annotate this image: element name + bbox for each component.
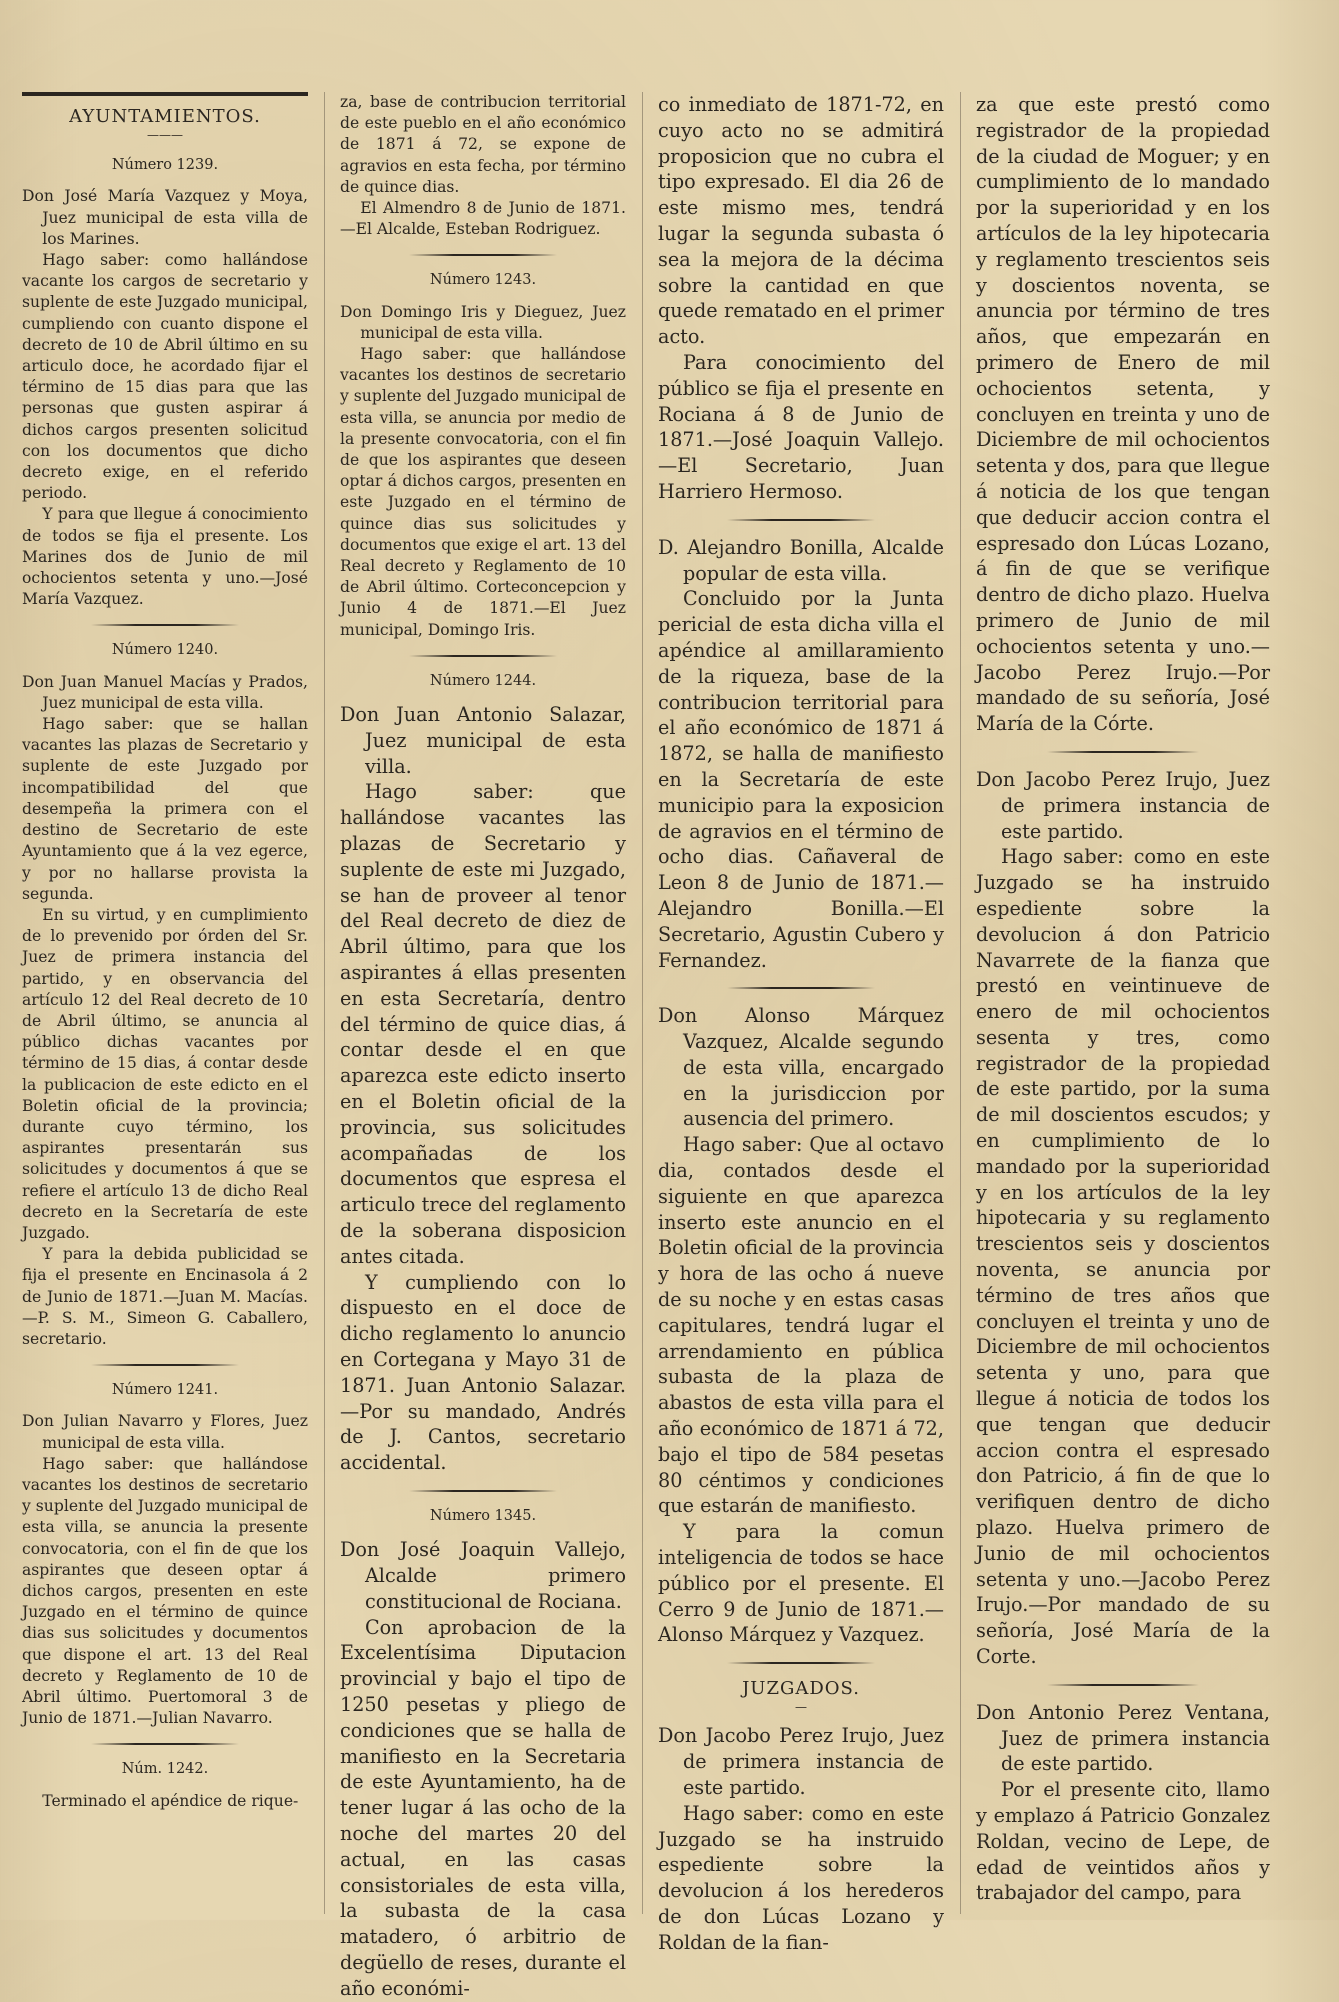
column-rule [960, 92, 961, 1914]
notice-paragraph: Por el presente cito, llamo y emplazo á Patricio Gonzalez Roldan, vecino de Lepe, de edad de veintidos años y trabajador del campo, para [976, 1778, 1270, 1905]
section-title-juzgados: JUZGADOS. [742, 1678, 860, 1700]
notice-heading: Don Antonio Perez Ventana, Juez de primera instancia de este partido. [976, 1700, 1270, 1776]
notice-paragraph: Hago saber: como en este Juzgado se ha instruido espediente sobre la devolucion á don Patricio Navarrete de la fianza que prestó en veintinueve de enero de mil ochocientos sesenta y tres, como registrador de la propiedad de este partido, por la suma de mil doscientos escudos; y en cumplimiento de lo mandado por la superioridad y en los artículos de la ley hipotecaria y su reglamento trescientos seis y doscientos noventa, se anuncia por término de tres años que concluyen el treinta y uno de Diciembre de mil ochocientos setenta y uno, para que llegue á noticia de todos los que tengan que deducir accion contra el espresado don Patricio, á fin de que lo verifiquen dentro de dicho plazo. Huelva primero de Junio de mil ochocientos setenta y uno.—Jacobo Perez Irujo.—Por mandado de su señoría, José María de la Corte. [976, 845, 1270, 1669]
notice-heading: Don Julian Navarro y Flores, Juez municipal de esta villa. [22, 1412, 308, 1452]
notice-heading: Don José Joaquin Vallejo, Alcalde primero constitucional de Rociana. [340, 1538, 626, 1613]
notice-heading: Don Alonso Márquez Vazquez, Alcalde segundo de esta villa, encargado en la jurisdiccion por ausencia del primero. [658, 1004, 944, 1131]
notice-number: Número 1244. [429, 672, 537, 689]
column-rule [642, 92, 643, 1914]
notice-paragraph: za que este prestó como registrador de la propiedad de la ciudad de Moguer; y en cumplimiento de lo mandado por la superioridad y en los artículos de la ley hipotecaria y reglamento trescientos seis y doscientos noventa, se anuncia por término de tres años, que empezarán en primero de Enero de mil ochocientos setenta, y concluyen en treinta y uno de Diciembre de mil ochocientos setenta y dos, para que llegue á noticia de los que tengan que deducir accion contra el espresado don Lúcas Lozano, á fin de que se verifique dentro de dicho plazo. Huelva primero de Junio de mil ochocientos setenta y uno.—Jacobo Perez Irujo.—Por mandado de su señoría, José María de la Córte. [976, 93, 1270, 736]
notice-paragraph: Y para la debida publicidad se fija el presente en Encinasola á 2 de Junio de 1871.—Juan M. Macías.—P. S. M., Simeon G. Caballero, secretario. [22, 1245, 308, 1348]
notice-paragraph: Hago saber: que se hallan vacantes las plazas de Secretario y suplente de este Juzgado por incompatibilidad del que desempeña la primera con el destino de Secretario de este Ayuntamiento que á la vez egerce, y por no hallarse provista la segunda. [22, 715, 308, 903]
notice-paragraph: Y para que llegue á conocimiento de todos se fija el presente. Los Marines dos de Junio de mil ochocientos setenta y uno.—José María Vazquez. [22, 505, 308, 609]
column-2 [340, 92, 626, 2000]
notice-paragraph: Terminado el apéndice de rique- [42, 1791, 299, 1810]
notice-heading: Don Juan Antonio Salazar, Juez municipal de esta villa. [340, 703, 626, 778]
column-rule [324, 92, 325, 1914]
separator-rule [1047, 1684, 1200, 1686]
newspaper-page [22, 92, 1322, 2000]
notice-paragraph: co inmediato de 1871-72, en cuyo acto no se admitirá proposicion que no cubra el tipo expresado. El dia 26 de este mismo mes, tendrá lugar la segunda subasta ó sea la mejora de la décima sobre la cantidad en que quede rematado en el primer acto. [658, 93, 944, 349]
notice-paragraph: Concluido por la Junta pericial de esta dicha villa el apéndice al amillaramiento de la riqueza, base de la contribucion territorial para el año económico de 1871 á 1872, se halla de manifiesto en la Secretaría de este municipio para la exposicion de agravios en el término de ocho dias. Cañaveral de Leon 8 de Junio de 1871.—Alejandro Bonilla.—El Secretario, Agustin Cubero y Fernandez. [658, 587, 944, 972]
separator-rule [91, 1364, 240, 1366]
column-1 [22, 92, 308, 1914]
notice-signature: El Almendro 8 de Junio de 1871.—El Alcalde, Esteban Rodriguez. [340, 199, 626, 239]
notice-paragraph: Hago saber: que hallándose vacantes los destinos de secretario y suplente del Juzgado municipal de esta villa, se anuncia la presente convocatoria, con el fin de que los aspirantes que deseen optar á dichos cargos, presenten en este Juzgado en el término de quince dias sus solicitudes y documentos que dispone el art. 13 del Real decreto y Reglamento de 10 de Abril último. Puertomoral 3 de Junio de 1871.—Julian Navarro. [22, 1454, 308, 1728]
notice-paragraph: Con aprobacion de la Excelentísima Diputacion provincial y bajo el tipo de 1250 pesetas y pliego de condiciones que se halla de manifiesto en la Secretaria de este Ayuntamiento, ha de tener lugar á las ocho de la noche del martes 20 del actual, en las casas consistoriales de esta villa, la subasta de la casa matadero, ó arbitrio de degüello de reses, durante el año económi- [340, 1615, 626, 2000]
separator-rule [91, 624, 240, 626]
notice-number: Núm. 1242. [121, 1761, 209, 1778]
notice-paragraph: Hago saber: que hallándose vacantes las plazas de Secretario y suplente de este mi Juzgado, se han de proveer al tenor del Real decreto de diez de Abril último, para que los aspirantes á ellas presenten en esta Secretaría, dentro del término de quice dias, á contar desde el en que aparezca este edicto inserto en el Boletin oficial de la provincia, sus solicitudes acompañadas de los documentos que espresa el articulo trece del reglamento de la soberana disposicion antes citada. [340, 780, 626, 1268]
section-dash: ——— [147, 128, 183, 143]
notice-heading: Don Juan Manuel Macías y Prados, Juez municipal de esta villa. [22, 672, 308, 712]
notice-number: Número 1345. [429, 1507, 537, 1524]
notice-paragraph: Y para la comun inteligencia de todos se hace público por el presente. El Cerro 9 de Junio de 1871.—Alonso Márquez y Vazquez. [658, 1520, 944, 1647]
separator-rule [1047, 751, 1200, 753]
separator-rule [727, 1662, 876, 1664]
notice-paragraph: Para conocimiento del público se fija el presente en Rociana á 8 de Junio de 1871.—José Joaquin Vallejo.—El Secretario, Juan Harriero Hermoso. [658, 350, 944, 503]
notice-number: Número 1239. [111, 157, 219, 174]
section-dash: — [795, 1700, 807, 1715]
notice-paragraph: Hago saber: Que al octavo dia, contados desde el siguiente en que aparezca inserto este anuncio en el Boletin oficial de la provincia y hora de las ocho á nueve de su noche y en estas casas capitulares, tendrá lugar el arrendamiento en pública subasta de la plaza de abastos de esta villa para el año económico de 1871 á 72, bajo el tipo de 584 pesetas 80 céntimos y condiciones que estarán de manifiesto. [658, 1133, 944, 1518]
notice-heading: Don Domingo Iris y Dieguez, Juez municipal de esta villa. [340, 302, 626, 342]
top-rule [22, 92, 308, 96]
notice-heading: Don Jacobo Perez Irujo, Juez de primera instancia de este partido. [658, 1724, 944, 1800]
notice-paragraph: Hago saber: como hallándose vacante los cargos de secretario y suplente de este Juzgado municipal, cumpliendo con cuanto dispone el decreto de 10 de Abril último en su articulo doce, he acordado fijar el término de 15 dias para que las personas que gusten aspirar á dichos cargos presenten solicitud con los documentos que dicho decreto exige, en el referido periodo. [22, 251, 308, 503]
column-3 [658, 92, 944, 1954]
column-4 [976, 92, 1270, 1914]
separator-rule [727, 987, 876, 989]
notice-paragraph: za, base de contribucion territorial de este pueblo en el año económico de 1871 á 72, se expone de agravios en esta fecha, por término de quince dias. [340, 93, 626, 196]
notice-number: Número 1243. [429, 272, 537, 289]
notice-number: Número 1240. [111, 642, 219, 659]
notice-paragraph: Hago saber: como en este Juzgado se ha instruido espediente sobre la devolucion á los herederos de don Lúcas Lozano y Roldan de la fian- [658, 1801, 944, 1954]
separator-rule [91, 1743, 240, 1745]
section-title-ayuntamientos: AYUNTAMIENTOS. [69, 106, 261, 127]
notice-paragraph: Y cumpliendo con lo dispuesto en el doce de dicho reglamento lo anuncio en Cortegana y Mayo 31 de 1871. Juan Antonio Salazar.—Por su mandado, Andrés de J. Cantos, secretario accidental. [340, 1270, 626, 1475]
notice-heading: Don Jacobo Perez Irujo, Juez de primera instancia de este partido. [976, 767, 1270, 843]
separator-rule [727, 519, 876, 521]
notice-heading: D. Alejandro Bonilla, Alcalde popular de esta villa. [658, 535, 944, 585]
notice-heading: Don José María Vazquez y Moya, Juez municipal de esta villa de los Marines. [22, 187, 308, 248]
separator-rule [409, 1490, 558, 1492]
notice-paragraph: Hago saber: que hallándose vacantes los destinos de secretario y suplente del Juzgado municipal de esta villa, se anuncia por medio de la presente convocatoria, con el fin de que los aspirantes que deseen optar á dichos cargos, presenten en este Juzgado en el término de quince dias sus solicitudes y documentos que exige el art. 13 del Real decreto y Reglamento de 10 de Abril último. Corteconcepcion y Junio 4 de 1871.—El Juez municipal, Domingo Iris. [340, 345, 626, 639]
notice-number: Número 1241. [111, 1382, 219, 1399]
notice-paragraph: En su virtud, y en cumplimiento de lo prevenido por órden del Sr. Juez de primera instancia del partido, y en observancia del artículo 12 del Real decreto de 10 de Abril último, se anuncia al público dichas vacantes por término de 15 dias, á contar desde la publicacion de este edicto en el Boletin oficial de la provincia; durante cuyo término, los aspirantes presentarán sus solicitudes y documentos á que se refiere el artículo 13 de dicho Real decreto en la Secretaría de este Juzgado. [22, 905, 308, 1242]
separator-rule [409, 254, 558, 256]
separator-rule [409, 655, 558, 657]
